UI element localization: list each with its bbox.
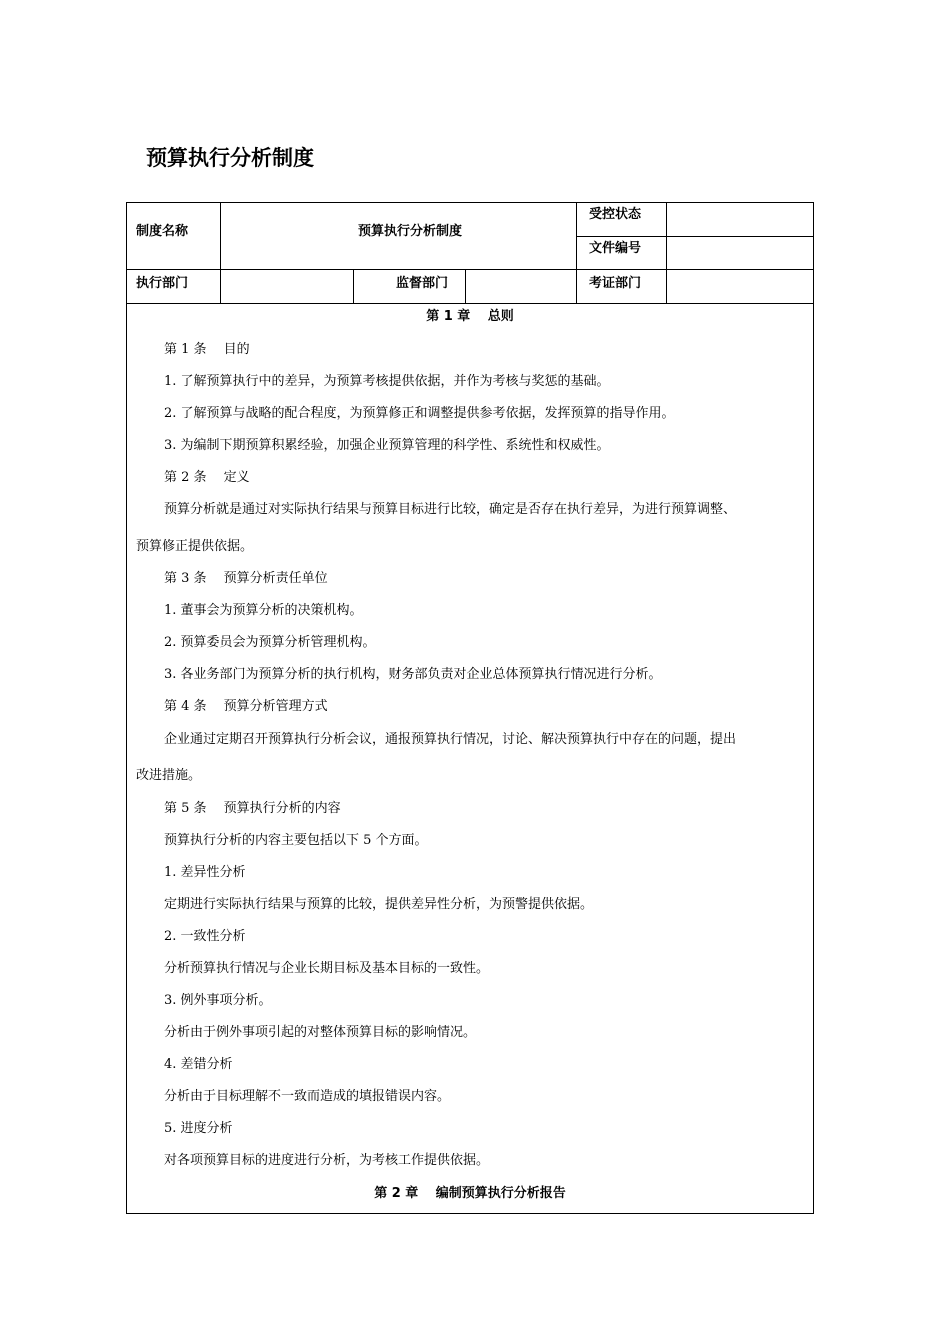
table-rule <box>353 269 354 303</box>
list-item: 2. 预算委员会为预算分析管理机构。 <box>164 635 376 650</box>
table-rule <box>220 202 221 303</box>
list-item: 2. 了解预算与战略的配合程度，为预算修正和调整提供参考依据，发挥预算的指导作用。 <box>164 406 675 421</box>
paragraph-line: 对各项预算目标的进度进行分析，为考核工作提供依据。 <box>164 1153 490 1168</box>
article-heading: 第 3 条 预算分析责任单位 <box>164 571 328 586</box>
chapter-heading: 第 2 章 编制预算执行分析报告 <box>374 1186 566 1201</box>
control-status-label: 受控状态 <box>589 207 642 222</box>
paragraph-line: 分析由于目标理解不一致而造成的填报错误内容。 <box>164 1089 451 1104</box>
article-heading: 第 5 条 预算执行分析的内容 <box>164 801 341 816</box>
table-rule <box>576 236 814 237</box>
verify-dept-label: 考证部门 <box>589 276 642 291</box>
list-item: 5. 进度分析 <box>164 1121 233 1136</box>
paragraph-line: 预算执行分析的内容主要包括以下 5 个方面。 <box>164 833 428 848</box>
article-heading: 第 1 条 目的 <box>164 342 250 357</box>
paragraph-line: 分析由于例外事项引起的对整体预算目标的影响情况。 <box>164 1025 477 1040</box>
table-rule <box>126 303 814 304</box>
table-rule <box>576 202 577 303</box>
table-rule <box>126 269 814 270</box>
policy-name-label: 制度名称 <box>136 224 189 239</box>
chapter-heading: 第 1 章 总则 <box>426 309 514 324</box>
article-heading: 第 2 条 定义 <box>164 470 250 485</box>
paragraph-line: 企业通过定期召开预算执行分析会议，通报预算执行情况，讨论、解决预算执行中存在的问题，提出 <box>164 732 737 747</box>
list-item: 1. 差异性分析 <box>164 865 246 880</box>
list-item: 3. 例外事项分析。 <box>164 993 272 1008</box>
supervise-dept-label: 监督部门 <box>396 276 449 291</box>
exec-dept-label: 执行部门 <box>136 276 189 291</box>
paragraph-line: 改进措施。 <box>136 768 202 783</box>
list-item: 2. 一致性分析 <box>164 929 246 944</box>
paragraph-line: 预算修正提供依据。 <box>136 539 254 554</box>
list-item: 1. 董事会为预算分析的决策机构。 <box>164 603 363 618</box>
document-title: 预算执行分析制度 <box>146 146 314 170</box>
table-rule <box>465 269 466 303</box>
list-item: 3. 各业务部门为预算分析的执行机构，财务部负责对企业总体预算执行情况进行分析。 <box>164 667 662 682</box>
list-item: 4. 差错分析 <box>164 1057 233 1072</box>
article-heading: 第 4 条 预算分析管理方式 <box>164 699 328 714</box>
list-item: 1. 了解预算执行中的差异，为预算考核提供依据，并作为考核与奖惩的基础。 <box>164 374 610 389</box>
paragraph-line: 预算分析就是通过对实际执行结果与预算目标进行比较，确定是否存在执行差异，为进行预算调整、 <box>164 502 737 517</box>
policy-name-value: 预算执行分析制度 <box>358 224 463 239</box>
doc-number-label: 文件编号 <box>589 241 642 256</box>
table-rule <box>666 202 667 303</box>
paragraph-line: 定期进行实际执行结果与预算的比较，提供差异性分析，为预警提供依据。 <box>164 897 594 912</box>
list-item: 3. 为编制下期预算积累经验，加强企业预算管理的科学性、系统性和权威性。 <box>164 438 610 453</box>
paragraph-line: 分析预算执行情况与企业长期目标及基本目标的一致性。 <box>164 961 490 976</box>
